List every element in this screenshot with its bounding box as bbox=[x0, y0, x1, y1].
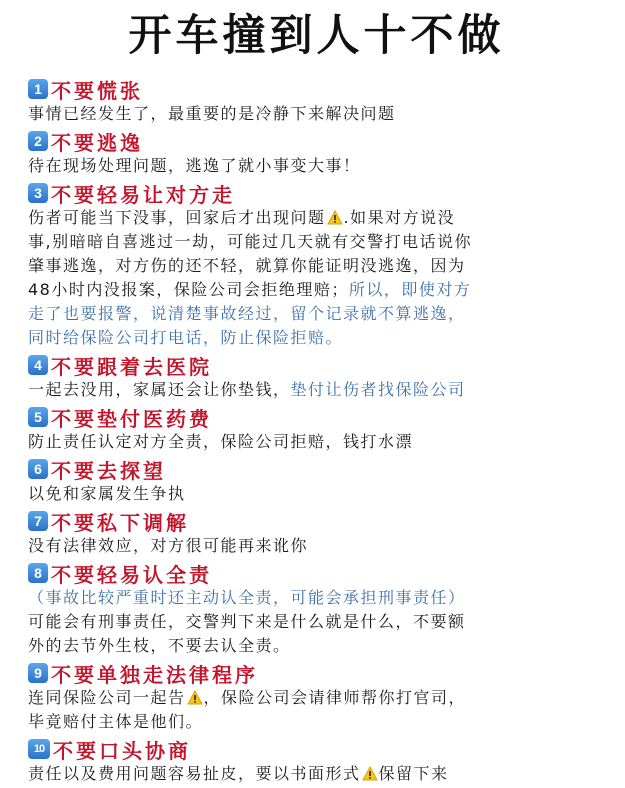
keycap-number-icon: 1 bbox=[28, 79, 48, 99]
section-header bbox=[28, 128, 605, 154]
text-line: 一起去没用，家属还会让你垫钱，垫付让伤者找保险公司 bbox=[28, 380, 466, 399]
text-line: 以免和家属发生争执 bbox=[28, 484, 186, 503]
highlight-text: 垫付让伤者找保险公司 bbox=[290, 380, 466, 399]
text-line: 连同保险公司一起告 ，保险公司会请律师帮你打官司， bbox=[28, 688, 467, 707]
text-line: 防止责任认定对方全责，保险公司拒赔，钱打水漂 bbox=[28, 432, 414, 451]
text-line: 事,别暗暗自喜逃过一劫，可能过几天就有交警打电话说你 bbox=[28, 232, 473, 251]
section-heading: 不要私下调解 bbox=[51, 510, 189, 535]
text-line: 外的去节外生枝，不要去认全责。 bbox=[28, 636, 291, 655]
section-heading: 不要垫付医药费 bbox=[51, 406, 212, 431]
highlight-line: 同时给保险公司打电话，防止保险拒赔。 bbox=[28, 328, 344, 347]
section-9 bbox=[28, 660, 605, 734]
keycap-number-icon: 2 bbox=[28, 131, 48, 151]
section-5 bbox=[28, 404, 605, 454]
keycap-number-icon: 8 bbox=[28, 563, 48, 583]
text-line: 可能会有刑事责任，交警判下来是什么就是什么，不要额 bbox=[28, 612, 466, 631]
section-header bbox=[28, 76, 605, 102]
keycap-number-icon: 9 bbox=[28, 663, 48, 683]
section-heading: 不要轻易让对方走 bbox=[51, 182, 235, 207]
text-line: 事情已经发生了，最重要的是冷静下来解决问题 bbox=[28, 104, 396, 123]
section-header bbox=[28, 736, 605, 762]
section-3 bbox=[28, 180, 605, 350]
text-line: 待在现场处理问题，逃逸了就小事变大事！ bbox=[28, 156, 361, 175]
section-8 bbox=[28, 560, 605, 658]
text-line: 责任以及费用问题容易扯皮，要以书面形式 保留下来 bbox=[28, 764, 449, 783]
section-header bbox=[28, 660, 605, 686]
section-7 bbox=[28, 508, 605, 558]
keycap-number-icon: 5 bbox=[28, 407, 48, 427]
keycap-number-icon: 7 bbox=[28, 511, 48, 531]
text-line: 肇事逃逸，对方伤的还不轻，就算你能证明没逃逸，因为 bbox=[28, 256, 466, 275]
keycap-number-icon: 3 bbox=[28, 183, 48, 203]
warning-icon bbox=[327, 210, 343, 225]
section-header bbox=[28, 560, 605, 586]
section-header bbox=[28, 508, 605, 534]
section-heading: 不要跟着去医院 bbox=[51, 354, 212, 379]
section-heading: 不要慌张 bbox=[51, 78, 143, 103]
highlight-text: 所以，即使对方 bbox=[348, 280, 472, 299]
warning-icon bbox=[187, 690, 203, 705]
highlight-line: （事故比较严重时还主动认全责，可能会承担刑事责任） bbox=[28, 588, 466, 607]
section-header bbox=[28, 180, 605, 206]
section-header bbox=[28, 456, 605, 482]
section-heading: 不要单独走法律程序 bbox=[51, 662, 258, 687]
section-1 bbox=[28, 76, 605, 126]
section-header bbox=[28, 404, 605, 430]
keycap-number-icon: 4 bbox=[28, 355, 48, 375]
section-heading: 不要轻易认全责 bbox=[51, 562, 212, 587]
text-line: 没有法律效应，对方很可能再来讹你 bbox=[28, 536, 309, 555]
section-6 bbox=[28, 456, 605, 506]
keycap-number-icon: 6 bbox=[28, 459, 48, 479]
page-title: 开车撞到人十不做 bbox=[128, 11, 505, 61]
section-heading: 不要口头协商 bbox=[53, 738, 191, 763]
section-heading: 不要逃逸 bbox=[51, 130, 143, 155]
text-line: 48小时内没报案，保险公司会拒绝理赔；所以，即使对方 bbox=[28, 280, 472, 299]
section-heading: 不要去探望 bbox=[51, 458, 166, 483]
highlight-line: 走了也要报警，说清楚事故经过，留个记录就不算逃逸， bbox=[28, 304, 466, 323]
section-10 bbox=[28, 736, 605, 786]
keycap-number-icon: 10 bbox=[28, 739, 50, 759]
text-line: 伤者可能当下没事，回家后才出现问题 .如果对方说没 bbox=[28, 208, 456, 227]
text-line: 毕竟赔付主体是他们。 bbox=[28, 712, 204, 731]
section-2 bbox=[28, 128, 605, 178]
warning-icon bbox=[362, 766, 378, 781]
section-header bbox=[28, 352, 605, 378]
section-4 bbox=[28, 352, 605, 402]
